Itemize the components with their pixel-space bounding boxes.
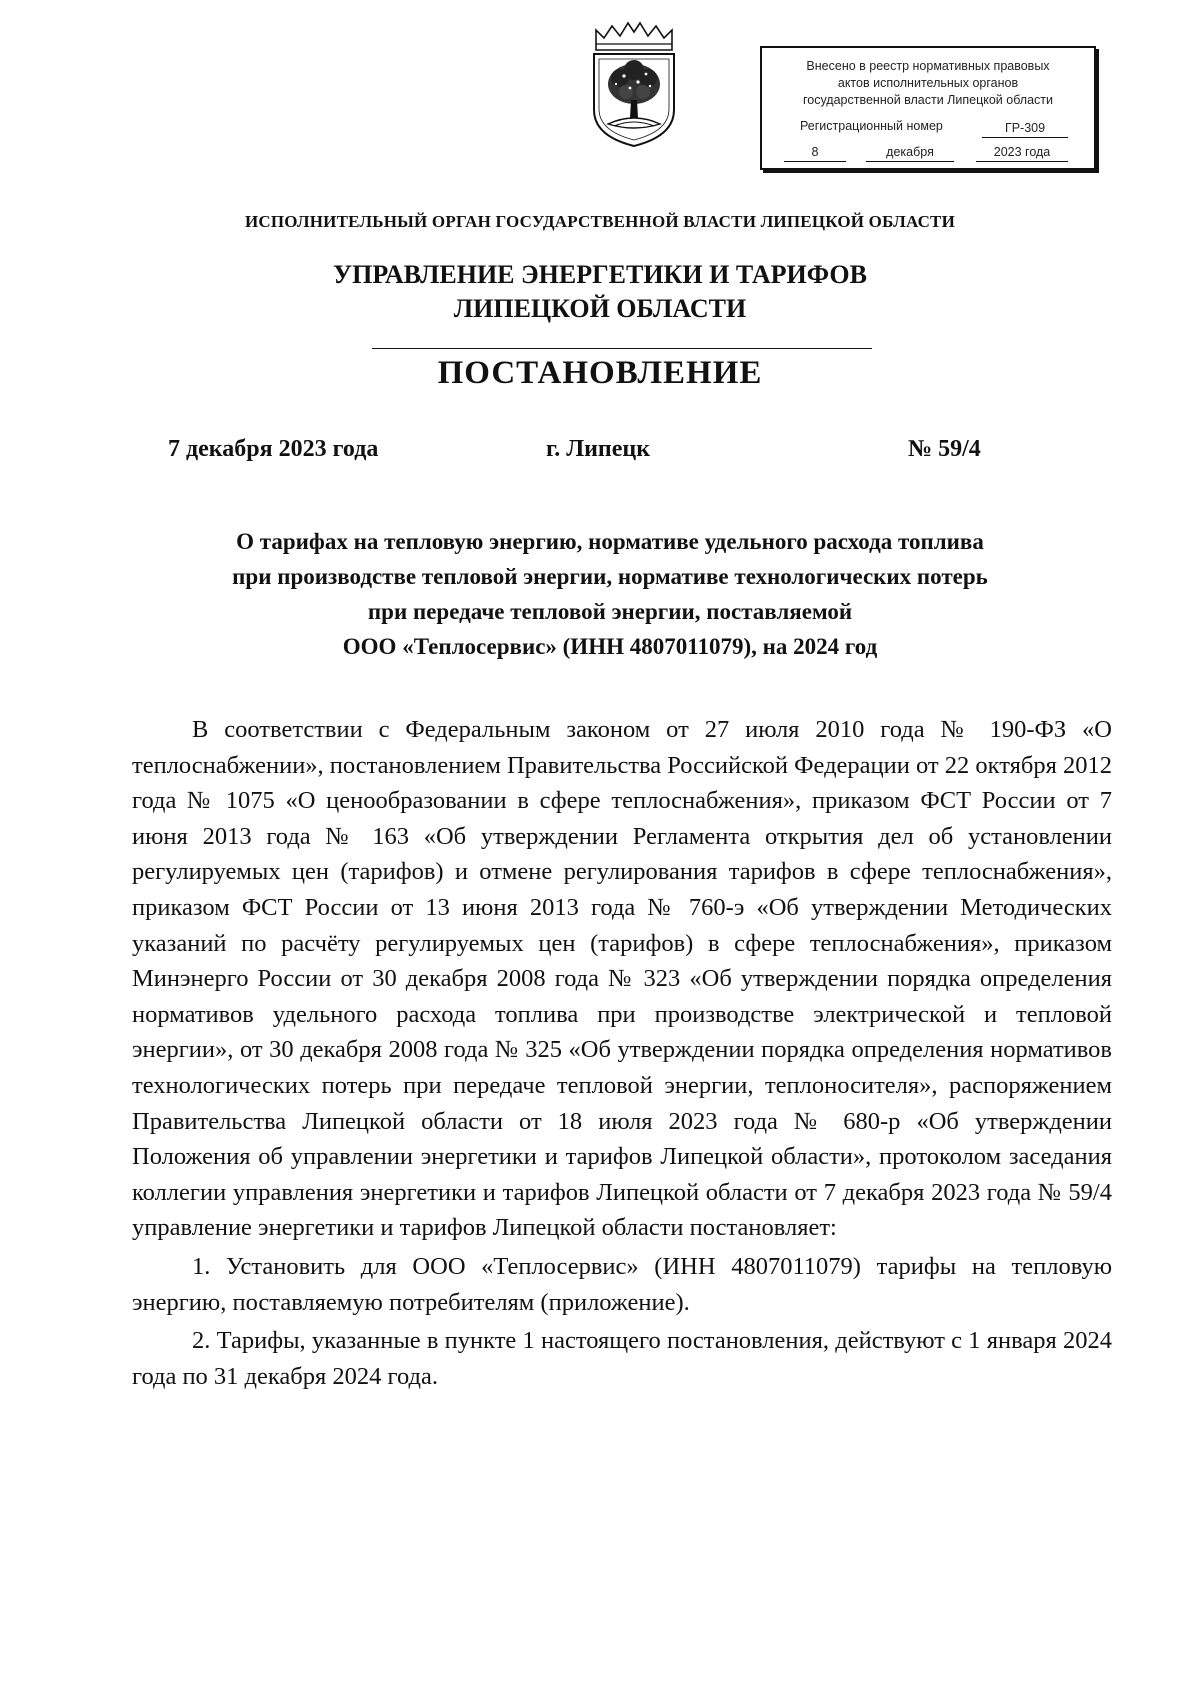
registry-stamp: [760, 46, 1096, 170]
department-line-1: УПРАВЛЕНИЕ ЭНЕРГЕТИКИ И ТАРИФОВ: [333, 260, 867, 289]
document-city: г. Липецк: [546, 436, 651, 462]
stamp-line-3: государственной власти Липецкой области: [802, 93, 1054, 107]
stamp-line-2: актов исполнительных органов: [837, 76, 1019, 90]
document-body: [132, 712, 1112, 1397]
stamp-reg-number: ГР-309: [982, 120, 1068, 138]
stamp-line-1: Внесено в реестр нормативных правовых: [806, 59, 1050, 73]
department-name: [0, 258, 1200, 326]
document-number: № 59/4: [908, 436, 981, 462]
subject-line-2: при производстве тепловой энергии, нормативе технологических потерь: [232, 564, 988, 589]
stamp-day: 8: [784, 144, 846, 162]
document-subject: [130, 524, 1090, 664]
preamble-paragraph: В соответствии с Федеральным законом от 27 июля 2010 года № 190-ФЗ «О теплоснабжении», постановлением Правительства Российской Федерации от 22 октября 2012 года № 1075 «О ценообразовании в сфере теплоснабжения», приказом ФСТ России от 7 июня 2013 года № 163 «Об утверждении Регламента открытия дел об установлении регулируемых цен (тарифов) и отмене регулирования тарифов в сфере теплоснабжения», приказом ФСТ России от 13 июня 2013 года № 760-э «Об утверждении Методических указаний по расчёту регулируемых цен (тарифов) в сфере теплоснабжения», приказом Минэнерго России от 30 декабря 2008 года № 323 «Об утверждении порядка определения нормативов удельного расхода топлива при производстве электрической и тепловой энергии», от 30 декабря 2008 года № 325 «Об утверждении порядка определения нормативов технологических потерь при передаче тепловой энергии, теплоносителя», распоряжением Правительства Липецкой области от 18 июля 2023 года № 680-р «Об утверждении Положения об управлении энергетики и тарифов Липецкой области», протоколом заседания коллегии управления энергетики и тарифов Липецкой области от 7 декабря 2023 года № 59/4 управление энергетики и тарифов Липецкой области постановляет:: [132, 716, 1112, 1242]
stamp-month: декабря: [866, 144, 954, 162]
issuing-authority: ИСПОЛНИТЕЛЬНЫЙ ОРГАН ГОСУДАРСТВЕННОЙ ВЛАСТИ ЛИПЕЦКОЙ ОБЛАСТИ: [244, 212, 956, 231]
subject-line-1: О тарифах на тепловую энергию, нормативе удельного расхода топлива: [236, 529, 984, 554]
clause-1-paragraph: 1. Установить для ООО «Теплосервис» (ИНН 4807011079) тарифы на тепловую энергию, поставляемую потребителям (приложение).: [132, 1252, 1112, 1316]
header-divider: [372, 348, 872, 349]
subject-line-3: при передаче тепловой энергии, поставляемой: [367, 599, 853, 624]
stamp-reg-label: Регистрационный номер: [800, 119, 943, 133]
coat-of-arms-icon: [586, 20, 682, 150]
clause-2-paragraph: 2. Тарифы, указанные в пункте 1 настоящего постановления, действуют с 1 января 2024 года по 31 декабря 2024 года.: [132, 1327, 1112, 1390]
stamp-year: 2023 года: [976, 144, 1068, 162]
department-line-2: ЛИПЕЦКОЙ ОБЛАСТИ: [453, 294, 747, 323]
document-type: ПОСТАНОВЛЕНИЕ: [437, 355, 763, 391]
subject-line-4: ООО «Теплосервис» (ИНН 4807011079), на 2024 год: [342, 634, 878, 659]
document-date: 7 декабря 2023 года: [168, 436, 379, 462]
